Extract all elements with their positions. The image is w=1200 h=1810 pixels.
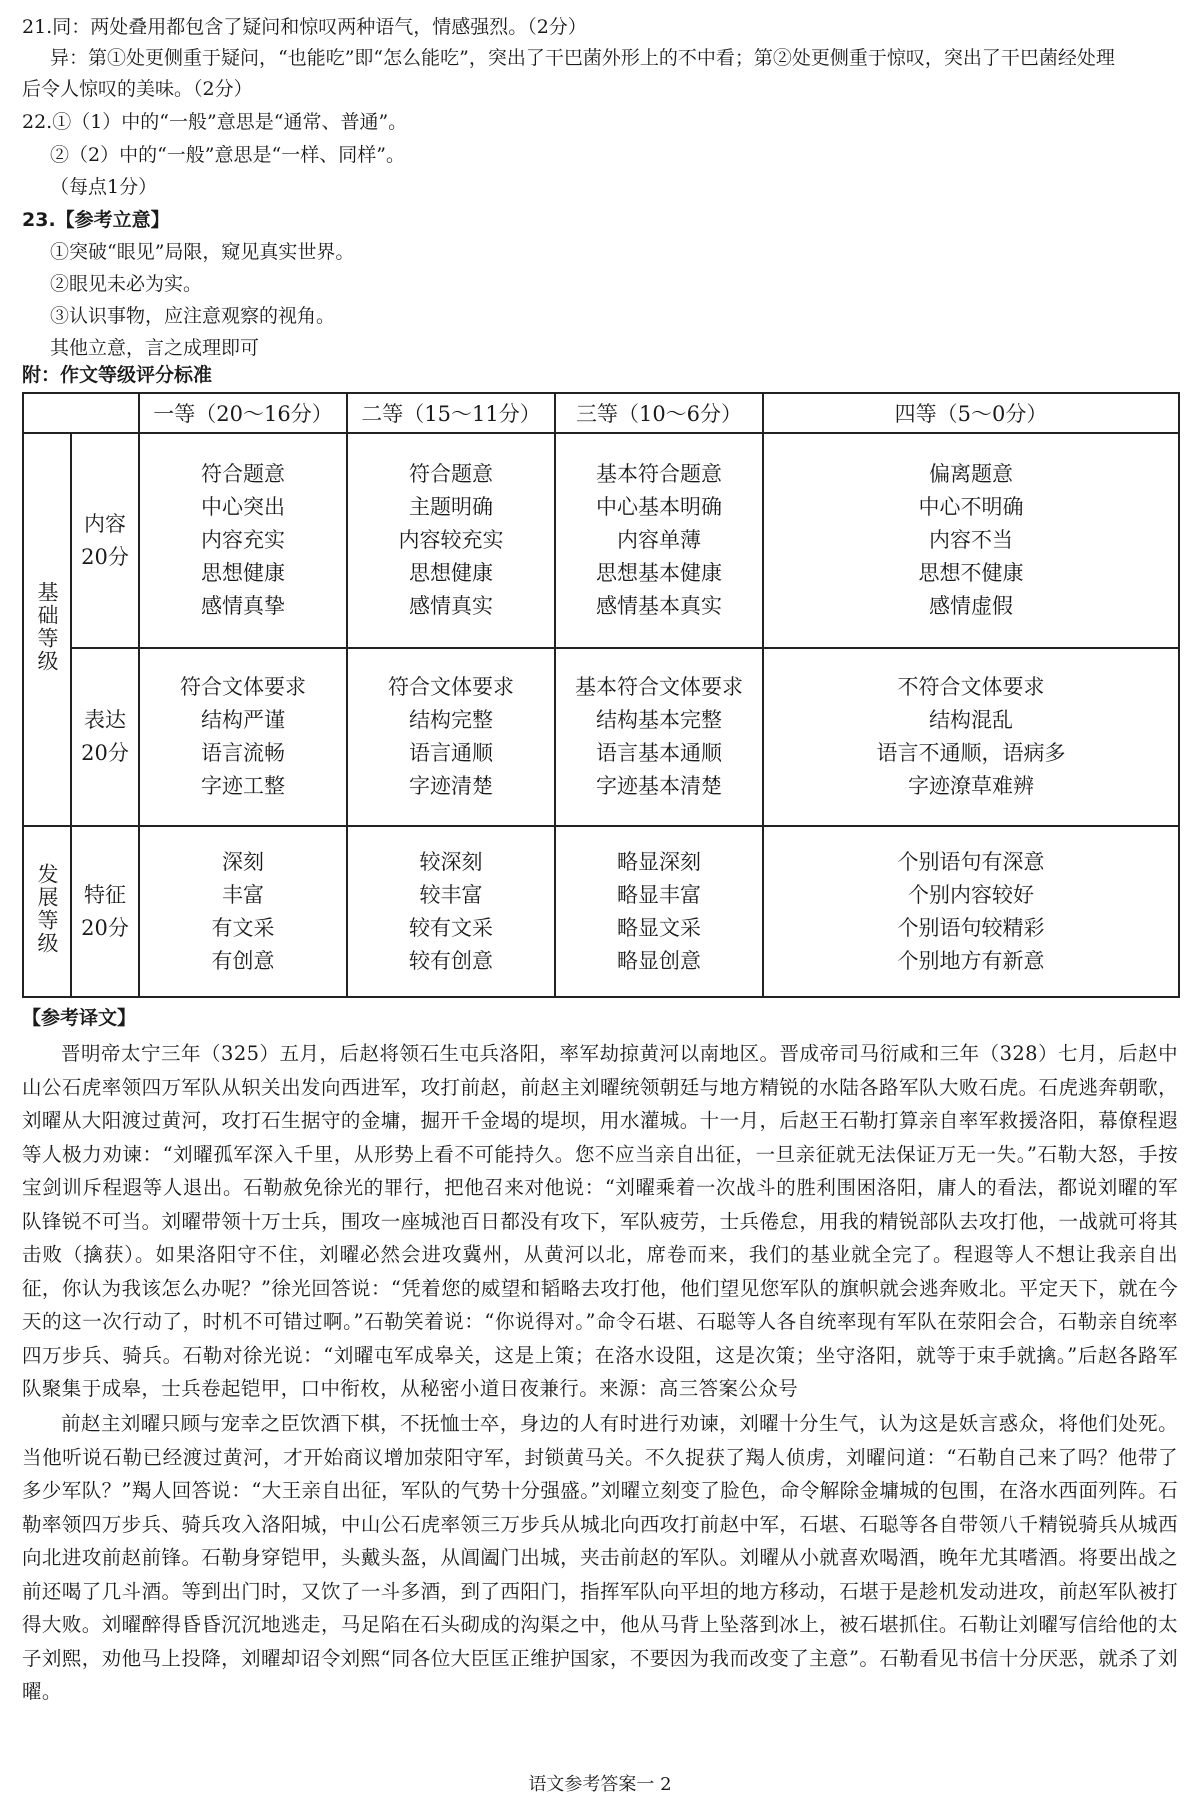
cell-line: 字迹清楚 xyxy=(409,774,493,798)
cell-line: 字迹潦草难辨 xyxy=(908,774,1034,798)
table-cell xyxy=(763,648,1179,826)
cell-line: 个别语句有深意 xyxy=(897,849,1045,874)
cell-line: 思想健康 xyxy=(201,561,285,585)
table-cell xyxy=(763,826,1179,997)
grade-header: 四等（5～0分） xyxy=(763,393,1179,433)
category-label: 特征 xyxy=(84,882,126,907)
cell-line: 符合文体要求 xyxy=(180,675,306,699)
cell-line: 语言流畅 xyxy=(201,741,285,765)
cell-line: 符合文体要求 xyxy=(388,675,514,699)
cell-line: 思想不健康 xyxy=(918,561,1024,585)
table-cell xyxy=(555,826,763,997)
cell-line: 个别地方有新意 xyxy=(897,948,1045,973)
basic-level-cell xyxy=(23,433,71,826)
cell-line: 不符合文体要求 xyxy=(897,675,1045,699)
q21-diff-line1: 异：第①处更侧重于疑问，“也能吃”即“怎么能吃”，突出了干巴菌外形上的不中看；第②处更侧重于惊叹，突出了干巴菌经处理 xyxy=(50,47,1115,69)
cell-line: 结构完整 xyxy=(409,708,493,732)
category-points: 20分 xyxy=(81,915,129,940)
cell-line: 略显创意 xyxy=(617,948,701,973)
cell-line: 感情真挚 xyxy=(201,594,285,618)
cell-line: 思想基本健康 xyxy=(596,561,722,585)
translation-heading: 【参考译文】 xyxy=(22,1007,137,1029)
cell-line: 感情基本真实 xyxy=(596,594,722,618)
cell-line: 中心基本明确 xyxy=(596,495,722,519)
expression-category xyxy=(71,648,139,826)
cell-line: 基本符合文体要求 xyxy=(575,675,743,699)
q22-score: （每点1分） xyxy=(50,176,158,198)
cell-line: 语言基本通顺 xyxy=(596,741,722,765)
cell-line: 略显深刻 xyxy=(617,849,701,874)
table-cell xyxy=(139,433,347,648)
grade-header: 一等（20～16分） xyxy=(139,393,347,433)
cell-line: 较有创意 xyxy=(409,948,493,973)
cell-line: 结构混乱 xyxy=(929,708,1013,732)
cell-line: 符合题意 xyxy=(409,462,493,486)
cell-line: 感情虚假 xyxy=(929,594,1013,618)
translation-para-2: 前赵主刘曜只顾与宠幸之臣饮酒下棋，不抚恤士卒，身边的人有时进行劝谏，刘曜十分生气，认为这是妖言惑众，将他们处死。当他听说石勒已经渡过黄河，才开始商议增加荥阳守军，封锁黄马关。不久捉获了羯人侦虏，刘曜问道：“石勒自己来了吗？他带了多少军队？”羯人回答说：“大王亲自出征，军队的气势十分强盛。”刘曜立刻变了脸色，命令解除金墉城的包围，在洛水西面列阵。石勒率领四万步兵、骑兵攻入洛阳城，中山公石虎率领三万步兵从城北向西攻打前赵中军，石堪、石聪等各自带领八千精锐骑兵从城西向北进攻前赵前锋。石勒身穿铠甲，头戴头盔，从阊阖门出城，夹击前赵的军队。刘曜从小就喜欢喝酒，晚年尤其嗜酒。将要出战之前还喝了几斗酒。等到出门时，又饮了一斗多酒，到了西阳门，指挥军队向平坦的地方移动，石堪于是趁机发动进攻，前赵军队被打得大败。刘曜醉得昏昏沉沉地逃走，马足陷在石头砌成的沟渠之中，他从马背上坠落到冰上，被石堪抓住。石勒让刘曜写信给他的太子刘熙，劝他马上投降，刘曜却诏令刘熙“同各位大臣匡正维护国家，不要因为我而改变了主意”。石勒看见书信十分厌恶，就杀了刘曜。 xyxy=(22,1412,1178,1703)
table-cell xyxy=(347,648,555,826)
grade-header: 三等（10～6分） xyxy=(555,393,763,433)
table-cell xyxy=(139,826,347,997)
q22-item2: ②（2）中的“一般”意思是“一样、同样”。 xyxy=(50,144,405,166)
grading-table xyxy=(22,392,1180,998)
q21-same: 21.同：两处叠用都包含了疑问和惊叹两种语气，情感强烈。（2分） xyxy=(22,16,587,38)
cell-line: 略显丰富 xyxy=(617,882,701,907)
cell-line: 主题明确 xyxy=(409,495,493,519)
cell-line: 思想健康 xyxy=(409,561,493,585)
appendix-title: 附：作文等级评分标准 xyxy=(22,364,213,386)
cell-line: 语言通顺 xyxy=(409,741,493,765)
cell-line: 内容不当 xyxy=(929,528,1013,552)
feature-category xyxy=(71,826,139,997)
page-footer: 语文参考答案一 2 xyxy=(528,1774,672,1795)
cell-line: 较有文采 xyxy=(409,915,493,940)
cell-line: 感情真实 xyxy=(409,594,493,618)
category-label: 内容 xyxy=(84,511,126,536)
table-cell xyxy=(555,648,763,826)
q22-head: 22.①（1）中的“一般”意思是“通常、普通”。 xyxy=(22,111,408,133)
grade-header: 二等（15～11分） xyxy=(347,393,555,433)
dev-level-cell xyxy=(23,826,71,997)
table-cell xyxy=(763,433,1179,648)
cell-line: 较丰富 xyxy=(419,882,483,907)
q21-diff-line2: 后令人惊叹的美味。（2分） xyxy=(22,78,253,100)
cell-line: 丰富 xyxy=(222,882,264,907)
cell-line: 语言不通顺，语病多 xyxy=(876,741,1066,765)
table-cell xyxy=(139,648,347,826)
cell-line: 个别内容较好 xyxy=(908,882,1034,907)
q23-item1: ①突破“眼见”局限，窥见真实世界。 xyxy=(50,241,355,263)
cell-line: 基本符合题意 xyxy=(596,462,722,486)
cell-line: 略显文采 xyxy=(617,915,701,940)
table-cell xyxy=(555,433,763,648)
cell-line: 字迹工整 xyxy=(201,774,285,798)
basic-level-label: 基础等级 xyxy=(35,581,59,673)
cell-line: 深刻 xyxy=(222,849,264,874)
cell-line: 偏离题意 xyxy=(929,462,1013,486)
cell-line: 内容充实 xyxy=(201,528,285,552)
cell-line: 结构严谨 xyxy=(201,708,285,732)
content-category xyxy=(71,433,139,648)
dev-level-label: 发展等级 xyxy=(35,863,59,955)
cell-line: 符合题意 xyxy=(201,462,285,486)
cell-line: 有文采 xyxy=(211,915,275,940)
cell-line: 结构基本完整 xyxy=(596,708,722,732)
cell-line: 较深刻 xyxy=(419,849,483,874)
table-cell xyxy=(347,826,555,997)
category-points: 20分 xyxy=(81,544,129,569)
q23-head: 23.【参考立意】 xyxy=(22,209,170,231)
q23-item2: ②眼见未必为实。 xyxy=(50,273,203,295)
cell-line: 中心突出 xyxy=(201,495,285,519)
translation-para-1: 晋明帝太宁三年（325）五月，后赵将领石生屯兵洛阳，率军劫掠黄河以南地区。晋成帝司马衍咸和三年（328）七月，后赵中山公石虎率领四万军队从轵关出发向西进军，攻打前赵，前赵主刘曜统领朝廷与地方精锐的水陆各路军队大败石虎。石虎逃奔朝歌，刘曜从大阳渡过黄河，攻打石生据守的金墉，掘开千金堨的堤坝，用水灌城。十一月，后赵王石勒打算亲自率军救援洛阳，幕僚程遐等人极力劝谏：“刘曜孤军深入千里，从形势上看不可能持久。您不应当亲自出征，一旦亲征就无法保证万无一失。”石勒大怒，手按宝剑训斥程遐等人退出。石勒赦免徐光的罪行，把他召来对他说：“刘曜乘着一次战斗的胜利围困洛阳，庸人的看法，都说刘曜的军队锋锐不可当。刘曜带领十万士兵，围攻一座城池百日都没有攻下，军队疲劳，士兵倦怠，用我的精锐部队去攻打他，一战就可将其击败（擒获）。如果洛阳守不住，刘曜必然会进攻冀州，从黄河以北，席卷而来，我们的基业就全完了。程遐等人不想让我亲自出征，你认为我该怎么办呢？”徐光回答说：“凭着您的威望和韬略去攻打他，他们望见您军队的旗帜就会逃奔败北。平定天下，就在今天的这一次行动了，时机不可错过啊。”石勒笑着说：“你说得对。”命令石堪、石聪等人各自统率现有军队在荥阳会合，石勒亲自统率四万步兵、骑兵。石勒对徐光说：“刘曜屯军成皋关，这是上策；在洛水设阻，这是次策；坐守洛阳，就等于束手就擒。”后赵各路军队聚集于成皋，士兵卷起铠甲，口中衔枚，从秘密小道日夜兼行。来源：高三答案公众号 xyxy=(22,1042,1178,1400)
category-label: 表达 xyxy=(84,708,126,732)
q23-other: 其他立意，言之成理即可 xyxy=(50,337,260,359)
cell-line: 个别语句较精彩 xyxy=(897,915,1045,940)
table-cell xyxy=(347,433,555,648)
header-corner xyxy=(23,393,139,433)
cell-line: 内容单薄 xyxy=(617,528,701,552)
category-points: 20分 xyxy=(81,741,129,765)
q23-item3: ③认识事物，应注意观察的视角。 xyxy=(50,305,336,327)
cell-line: 字迹基本清楚 xyxy=(596,774,722,798)
cell-line: 中心不明确 xyxy=(918,495,1024,519)
cell-line: 有创意 xyxy=(211,948,275,973)
cell-line: 内容较充实 xyxy=(398,528,504,552)
